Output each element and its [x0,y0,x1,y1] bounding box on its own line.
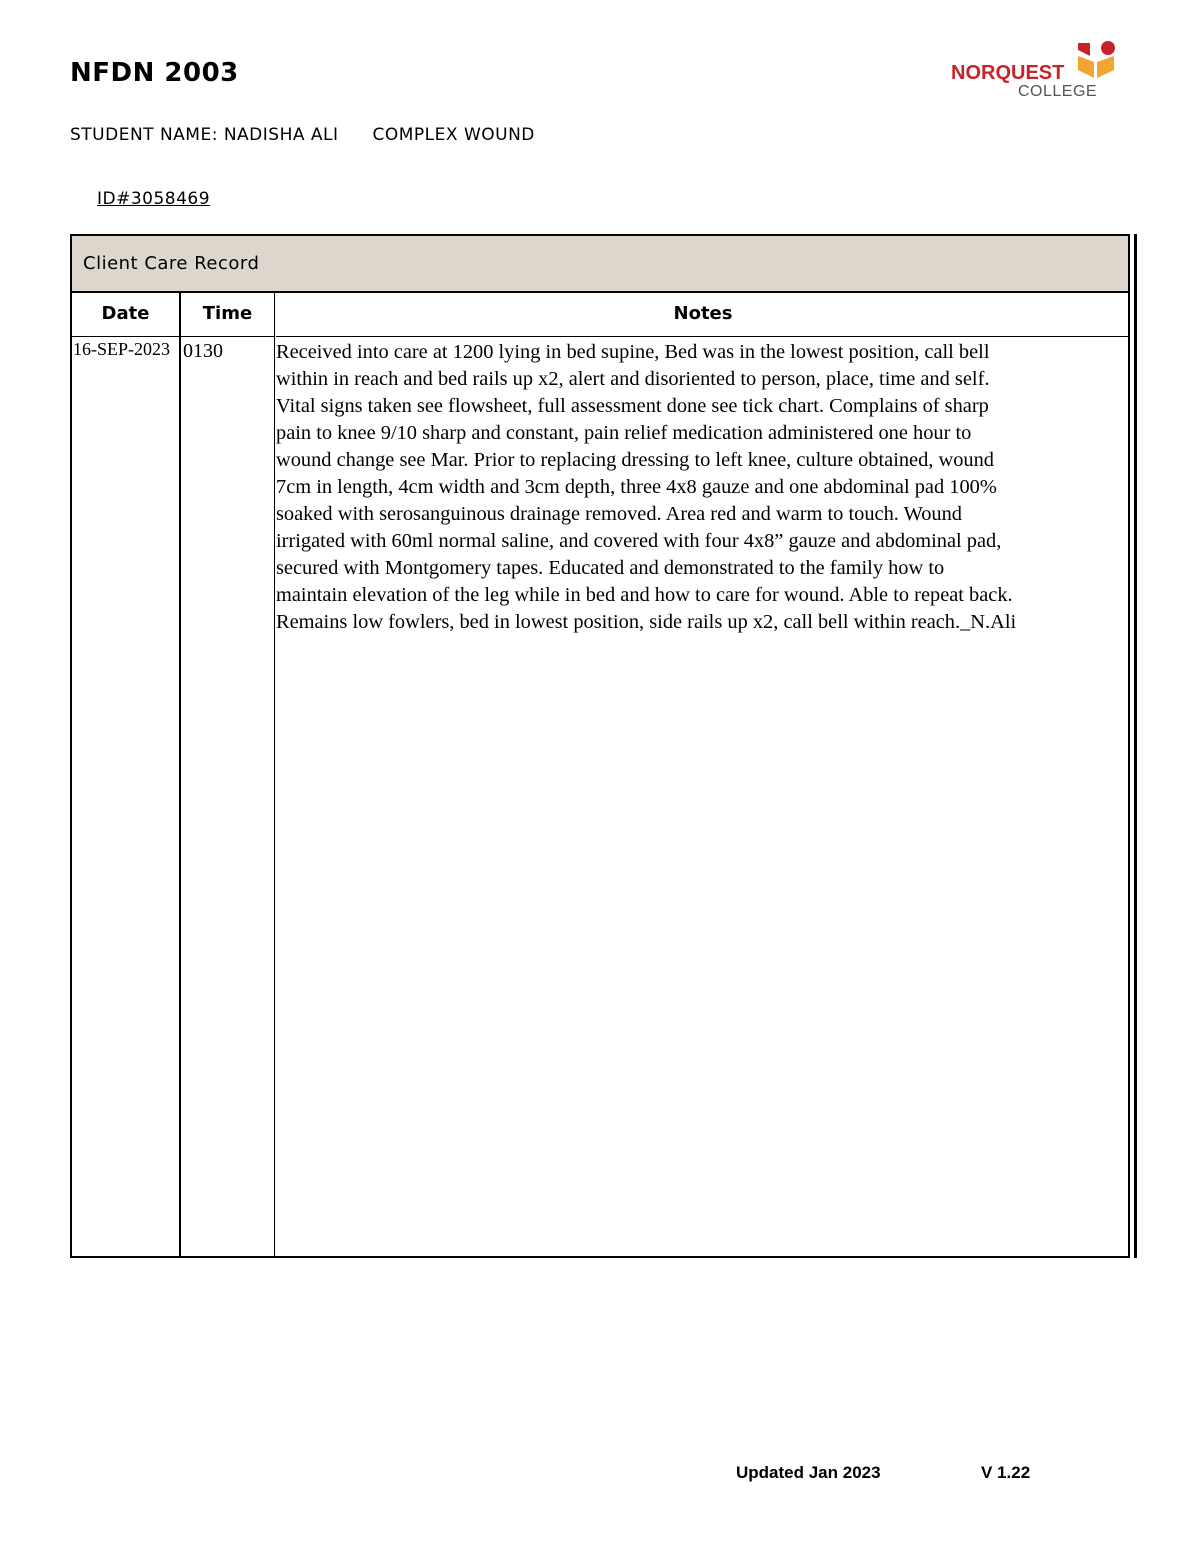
record-title-bar [72,236,1128,293]
student-id: ID#3058469 [97,189,211,209]
notes-line: Vital signs taken see flowsheet, full assessment done see tick chart. Complains of sharp [276,395,989,417]
column-header-notes: Notes [276,293,1130,337]
column-header-time: Time [181,293,274,337]
table-right-border [1134,234,1137,1258]
student-info-line [70,125,535,145]
entry-notes [276,339,1136,636]
logo-wordmark: NORQUEST [951,62,1065,84]
notes-line: soaked with serosanguinous drainage removed. Area red and warm to touch. Wound [276,503,962,525]
notes-line: pain to knee 9/10 sharp and constant, pain relief medication administered one hour to [276,422,972,444]
norquest-emblem-icon [1074,40,1118,84]
footer-version: V 1.22 [981,1463,1031,1482]
norquest-college-logo [948,38,1120,104]
notes-line: maintain elevation of the leg while in bed and how to care for wound. Able to repeat back. [276,584,1013,606]
column-divider [179,293,181,1258]
notes-line: secured with Montgomery tapes. Educated and demonstrated to the family how to [276,557,945,579]
notes-line: Remains low fowlers, bed in lowest position, side rails up x2, call bell within reach._N.Ali [276,611,1017,633]
column-divider [274,293,275,1258]
student-name: STUDENT NAME: NADISHA ALI [70,125,339,145]
notes-line: irrigated with 60ml normal saline, and covered with four 4x8” gauze and abdominal pad, [276,530,1002,552]
notes-line: Received into care at 1200 lying in bed supine, Bed was in the lowest position, call bell [276,341,990,363]
entry-time: 0130 [183,340,223,362]
record-title: Client Care Record [83,253,260,274]
footer-updated-date: Updated Jan 2023 [736,1463,881,1482]
logo-subword: COLLEGE [1018,83,1098,100]
assignment-topic: COMPLEX WOUND [372,125,535,145]
notes-line: 7cm in length, 4cm width and 3cm depth, three 4x8 gauze and one abdominal pad 100% [276,476,997,498]
entry-date: 16-SEP-2023 [73,339,171,359]
notes-line: wound change see Mar. Prior to replacing dressing to left knee, culture obtained, wound [276,449,995,471]
column-header-date: Date [72,293,179,337]
course-code: NFDN 2003 [70,58,239,88]
client-care-record-table [70,234,1130,1258]
notes-line: within in reach and bed rails up x2, alert and disoriented to person, place, time and self. [276,368,990,390]
